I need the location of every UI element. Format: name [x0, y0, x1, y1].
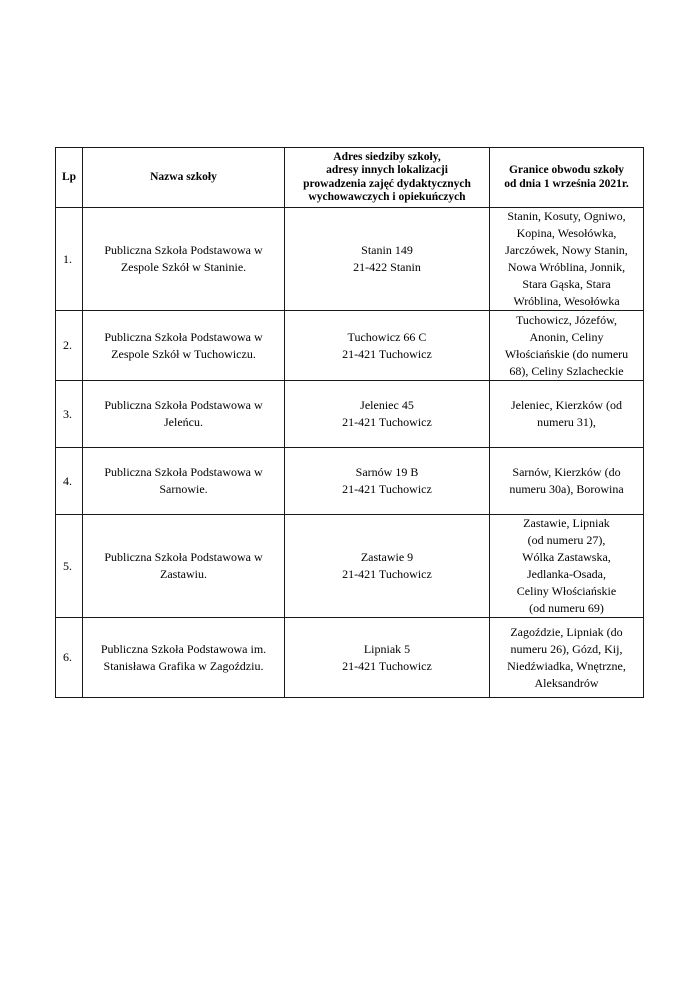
school-name-line: Jeleńcu.	[164, 415, 203, 429]
school-name-line: Stanisława Grafika w Zagoździu.	[103, 658, 264, 673]
school-name-line: Publiczna Szkoła Podstawowa w	[104, 329, 263, 344]
borders-line: Tuchowicz, Józefów,	[515, 312, 618, 327]
address-line: Jeleniec 45	[360, 398, 414, 412]
school-name-line: Publiczna Szkoła Podstawowa w	[104, 465, 263, 479]
header-borders-line: od dnia 1 września 2021r.	[504, 177, 629, 190]
school-name-cell	[83, 381, 285, 448]
address-cell	[285, 311, 490, 381]
district-borders-cell	[490, 515, 644, 618]
row-number: 3.	[56, 381, 83, 448]
header-address-line: adresy innych lokalizacji	[326, 164, 448, 176]
borders-line: (od numeru 27),	[527, 533, 606, 547]
header-address	[285, 148, 490, 208]
row-number: 5.	[56, 515, 83, 618]
table-header-row	[56, 148, 644, 208]
table-row	[56, 618, 644, 698]
table-row	[56, 381, 644, 448]
row-number: 4.	[56, 448, 83, 515]
header-address-line: prowadzenia zajęć dydaktycznych	[303, 177, 471, 190]
borders-line: Stanin, Kosuty, Ogniwo,	[507, 209, 626, 223]
address-cell	[285, 381, 490, 448]
district-borders-cell	[490, 381, 644, 448]
header-lp: Lp	[56, 148, 83, 208]
school-name-line: Zespole Szkół w Tuchowiczu.	[111, 346, 256, 361]
district-borders-cell	[490, 448, 644, 515]
borders-line: Zagoździe, Lipniak (do	[510, 624, 623, 639]
header-school-name: Nazwa szkoły	[83, 148, 285, 208]
borders-line: Włościańskie (do numeru	[504, 346, 629, 361]
address-line: Lipniak 5	[363, 641, 411, 656]
address-line: Tuchowicz 66 C	[347, 329, 427, 344]
table-row	[56, 448, 644, 515]
school-name-cell	[83, 515, 285, 618]
borders-line: Jeleniec, Kierzków (od	[511, 398, 622, 412]
table-row	[56, 311, 644, 381]
borders-line: Nowa Wróblina, Jonnik,	[507, 260, 626, 274]
school-name-line: Publiczna Szkoła Podstawowa w	[104, 243, 263, 257]
address-cell	[285, 208, 490, 311]
school-name-cell	[83, 448, 285, 515]
header-district-borders	[490, 148, 644, 208]
address-cell	[285, 618, 490, 698]
address-line: Zastawie 9	[360, 550, 414, 564]
borders-line: Zastawie, Lipniak	[523, 516, 610, 530]
school-name-line: Publiczna Szkoła Podstawowa w	[104, 398, 263, 412]
row-number: 2.	[56, 311, 83, 381]
address-line: Sarnów 19 B	[355, 465, 419, 479]
borders-line: Stara Gąska, Stara	[522, 277, 611, 291]
address-line: 21-421 Tuchowicz	[342, 567, 432, 581]
district-borders-cell	[490, 618, 644, 698]
borders-line: Kopina, Wesołówka,	[516, 226, 617, 240]
school-name-cell	[83, 618, 285, 698]
header-borders-line: Granice obwodu szkoły	[508, 164, 624, 176]
school-name-line: Zastawiu.	[160, 567, 207, 581]
borders-line: Anonin, Celiny	[529, 329, 604, 344]
address-line: Stanin 149	[361, 243, 413, 257]
school-name-cell	[83, 208, 285, 311]
address-line: 21-421 Tuchowicz	[342, 658, 432, 673]
address-cell	[285, 448, 490, 515]
borders-line: (od numeru 69)	[529, 601, 604, 615]
address-line: 21-422 Stanin	[353, 260, 421, 274]
school-name-line: Publiczna Szkoła Podstawowa im.	[100, 641, 267, 656]
borders-line: 68), Celiny Szlacheckie	[509, 363, 624, 378]
address-cell	[285, 515, 490, 618]
school-district-table	[55, 147, 644, 698]
row-number: 1.	[56, 208, 83, 311]
borders-line: numeru 26), Gózd, Kij,	[510, 641, 623, 656]
district-borders-cell	[490, 311, 644, 381]
school-name-line: Sarnowie.	[159, 482, 208, 496]
borders-line: Sarnów, Kierzków (do	[512, 465, 621, 479]
borders-line: Niedźwiadka, Wnętrzne,	[507, 658, 626, 673]
address-line: 21-421 Tuchowicz	[342, 415, 432, 429]
borders-line: Jarczówek, Nowy Stanin,	[505, 243, 628, 257]
district-borders-cell	[490, 208, 644, 311]
row-number: 6.	[56, 618, 83, 698]
borders-line: numeru 30a), Borowina	[509, 482, 624, 496]
borders-line: Celiny Włościańskie	[516, 584, 617, 598]
header-address-line: Adres siedziby szkoły,	[333, 150, 441, 163]
address-line: 21-421 Tuchowicz	[342, 346, 432, 361]
header-address-line: wychowawczych i opiekuńczych	[308, 191, 466, 203]
table-row	[56, 515, 644, 618]
table-row	[56, 208, 644, 311]
address-line: 21-421 Tuchowicz	[342, 482, 432, 496]
borders-line: Jedlanka-Osada,	[527, 567, 606, 581]
borders-line: Wólka Zastawska,	[522, 550, 611, 564]
school-name-cell	[83, 311, 285, 381]
borders-line: Aleksandrów	[534, 675, 599, 690]
school-name-line: Zespole Szkół w Staninie.	[120, 260, 247, 274]
school-name-line: Publiczna Szkoła Podstawowa w	[104, 550, 263, 564]
borders-line: Wróblina, Wesołówka	[513, 294, 620, 308]
borders-line: numeru 31),	[537, 415, 596, 429]
